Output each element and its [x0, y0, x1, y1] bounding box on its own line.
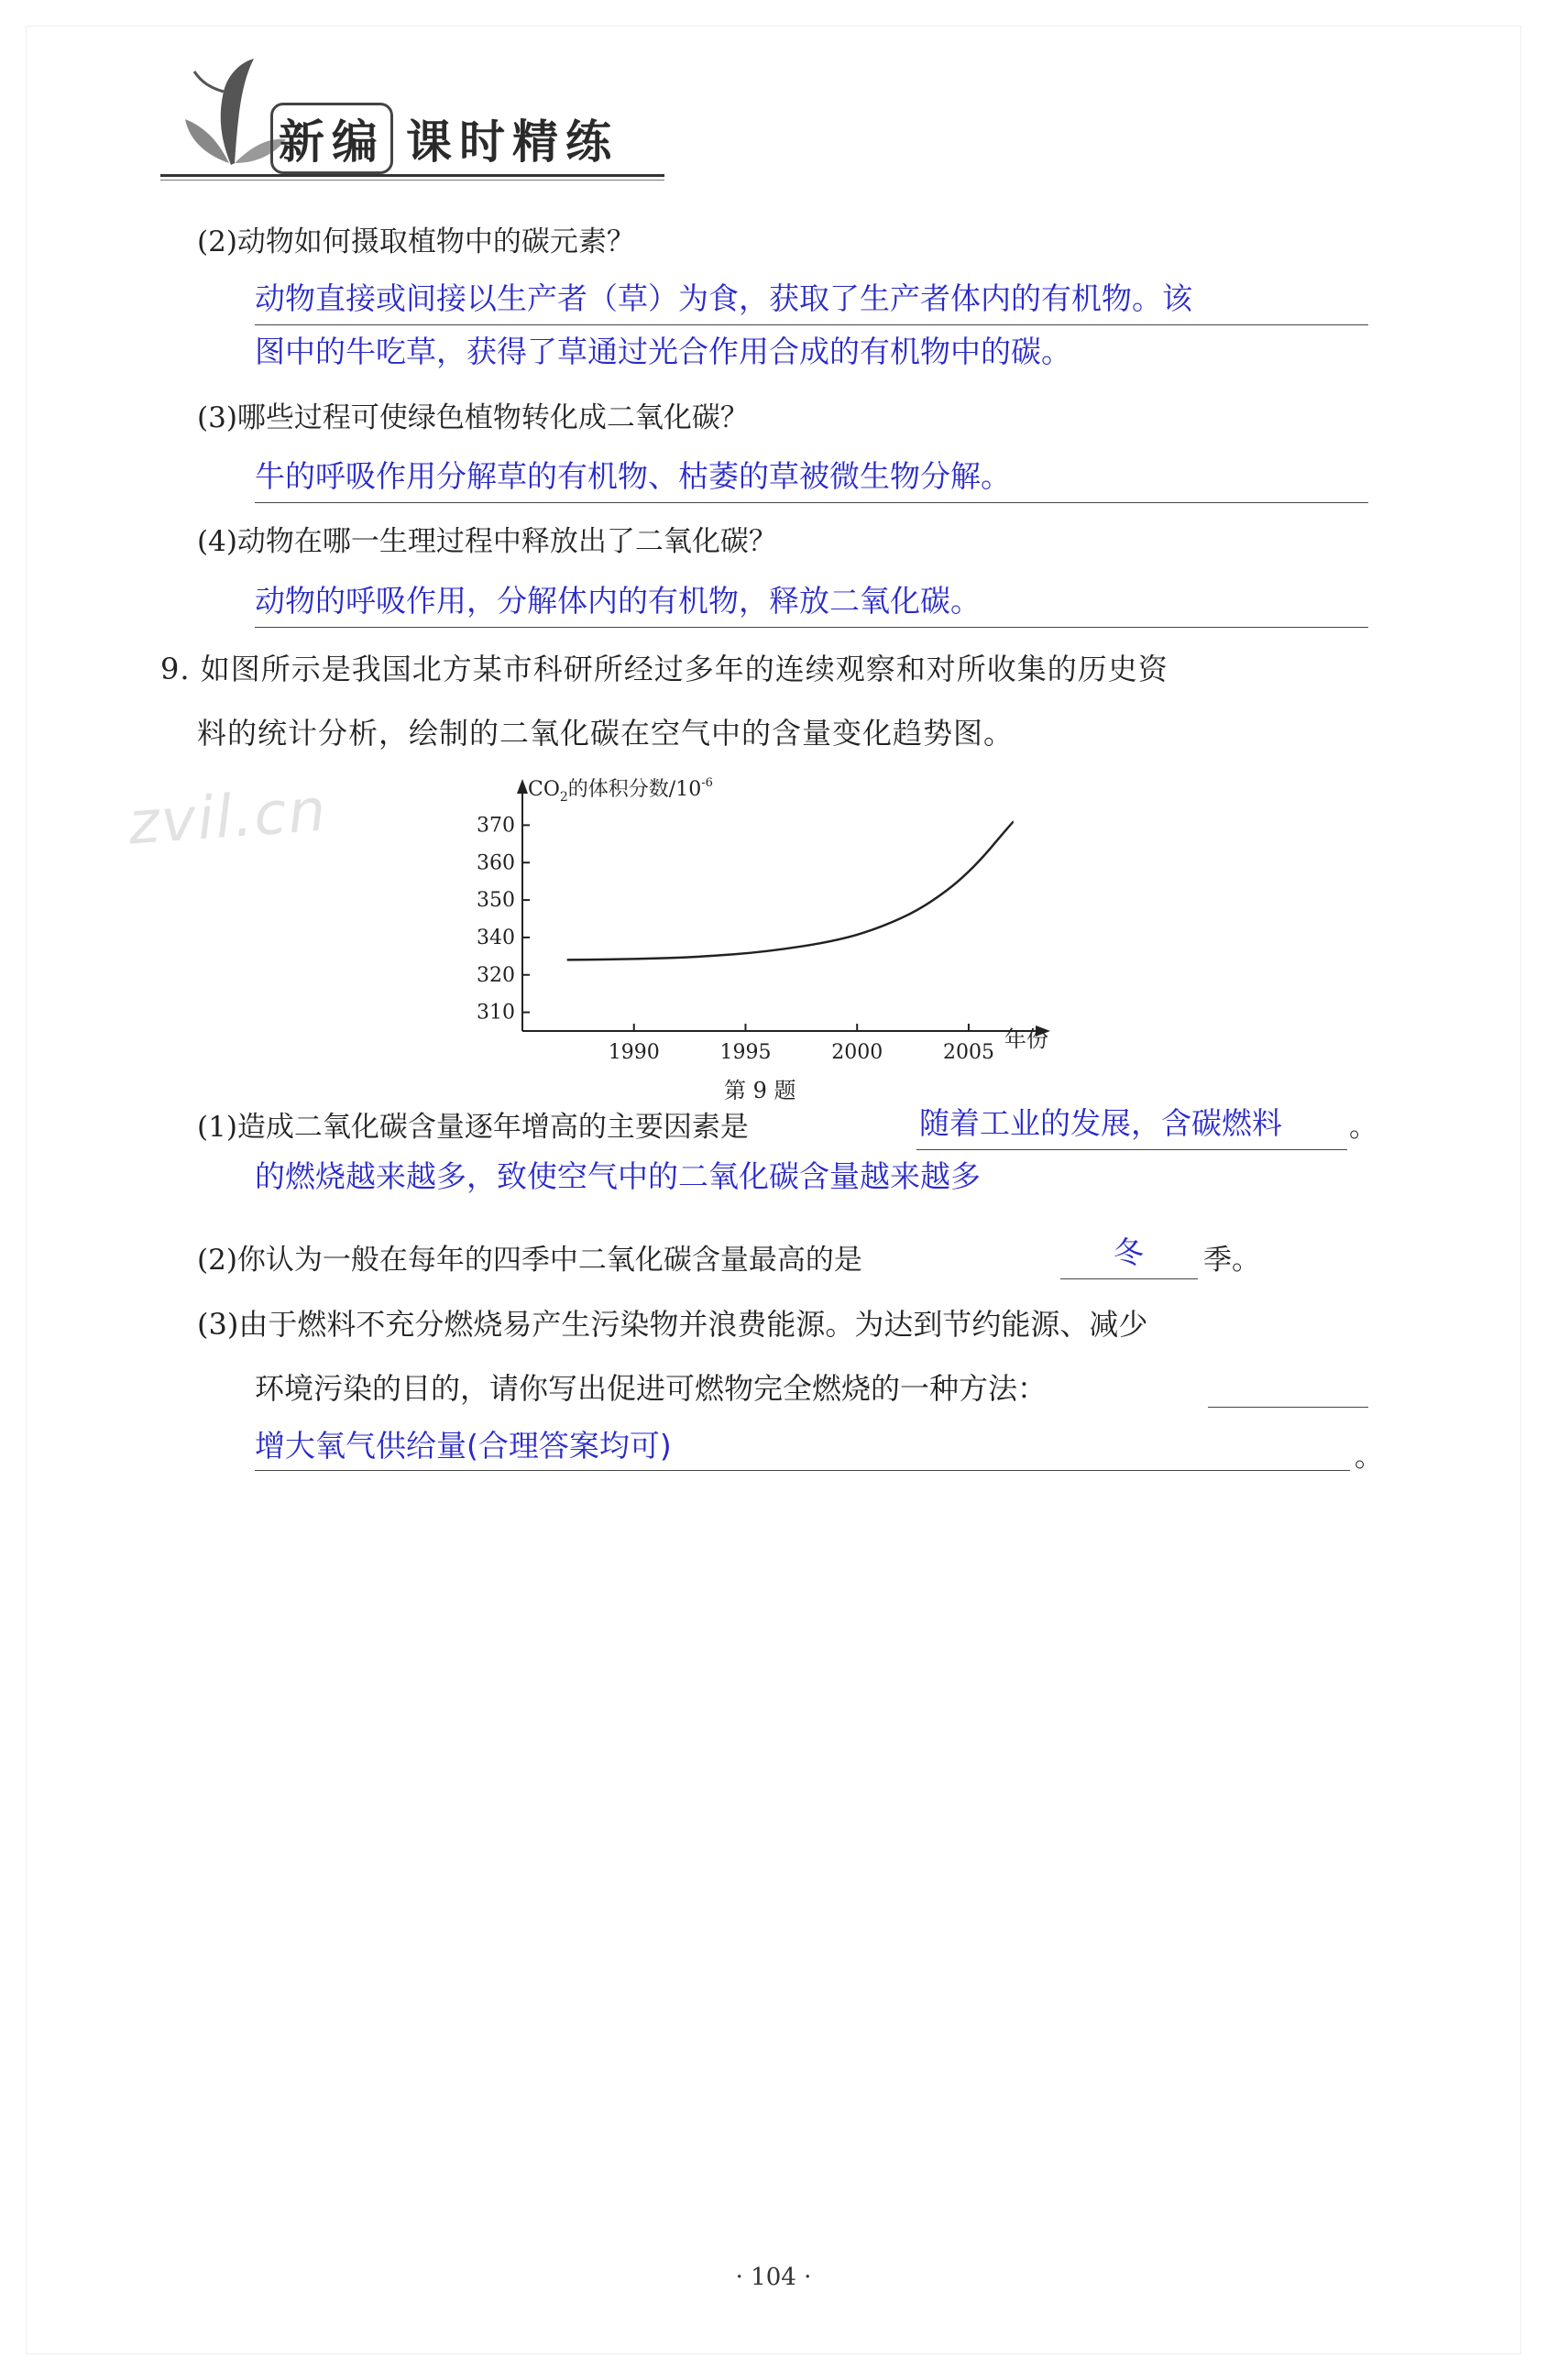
- header-rule: [160, 174, 664, 177]
- header-rule-thin: [160, 180, 664, 181]
- answer-underline: [255, 502, 1368, 503]
- answer-underline: [255, 627, 1368, 628]
- answer-underline: [916, 1149, 1347, 1150]
- y-axis-arrow: [517, 779, 528, 794]
- chart-caption: 第 9 题: [724, 1078, 796, 1103]
- answer-underline: [255, 324, 1368, 325]
- q9-1-answer-line2: 的燃烧越来越多，致使空气中的二氧化碳含量越来越多: [255, 1158, 981, 1194]
- book-title: [270, 103, 619, 174]
- series-label: 新编: [270, 103, 393, 174]
- x-axis-title: 年份: [1004, 1026, 1048, 1052]
- answer-underline: [1060, 1278, 1198, 1279]
- x-tick-label: 2000: [831, 1041, 883, 1064]
- q8-2-answer-line2: 图中的牛吃草，获得了草通过光合作用合成的有机物中的碳。: [255, 334, 1071, 369]
- y-tick-label: 360: [477, 851, 515, 875]
- book-subtitle: 课时精练: [406, 115, 619, 169]
- q9-2-suffix: 季。: [1203, 1244, 1260, 1277]
- y-axis-title-prefix: CO: [528, 778, 560, 801]
- q9-stem-line2: 料的统计分析，绘制的二氧化碳在空气中的含量变化趋势图。: [197, 716, 1015, 751]
- y-tick-label: 370: [477, 814, 515, 838]
- answer-underline: [1208, 1407, 1368, 1408]
- y-axis-title-suffix: 的体积分数/10: [567, 778, 702, 801]
- q8-4-question: (4)动物在哪一生理过程中释放出了二氧化碳？: [197, 525, 777, 558]
- q9-1-question: (1)造成二氧化碳含量逐年增高的主要因素是: [197, 1111, 749, 1144]
- q9-1-answer-line1: 随着工业的发展，含碳燃料: [919, 1105, 1282, 1141]
- q9-3-question-line2: 环境污染的目的，请你写出促进可燃物完全燃烧的一种方法：: [255, 1371, 1048, 1406]
- q8-3-question: (3)哪些过程可使绿色植物转化成二氧化碳？: [197, 401, 749, 434]
- q8-3-answer: 牛的呼吸作用分解草的有机物、枯萎的草被微生物分解。: [255, 458, 1011, 494]
- y-tick-label: 320: [477, 963, 515, 987]
- q8-2-question: (2)动物如何摄取植物中的碳元素？: [197, 225, 635, 258]
- q9-2-question: (2)你认为一般在每年的四季中二氧化碳含量最高的是: [197, 1244, 862, 1277]
- co2-series-line: [567, 821, 1014, 960]
- q9-3-answer: 增大氧气供给量(合理答案均可): [255, 1428, 672, 1464]
- y-axis-title: [528, 776, 713, 805]
- q8-4-answer: 动物的呼吸作用，分解体内的有机物，释放二氧化碳。: [255, 583, 981, 619]
- svg-text:CO2的体积分数/10-6: [528, 776, 713, 805]
- q9-3-question-line1: (3)由于燃料不充分燃烧易产生污染物并浪费能源。为达到节约能源、减少: [197, 1307, 1148, 1342]
- q9-1-end-mark: 。: [1349, 1111, 1377, 1144]
- q9-3-end-mark: 。: [1355, 1441, 1383, 1474]
- co2-chart: [467, 770, 1072, 1072]
- book-header: [156, 55, 669, 183]
- answer-underline: [255, 1470, 1350, 1471]
- q9-stem-line1: 9. 如图所示是我国北方某市科研所经过多年的连续观察和对所收集的历史资: [160, 652, 1168, 686]
- y-tick-label: 310: [477, 1001, 515, 1025]
- x-tick-label: 2005: [942, 1041, 994, 1064]
- y-tick-label: 350: [477, 889, 515, 913]
- y-axis-title-superscript: -6: [701, 776, 713, 790]
- x-tick-label: 1990: [608, 1041, 660, 1064]
- page-number: · 104 ·: [735, 2264, 812, 2291]
- q8-2-answer-line1: 动物直接或间接以生产者（草）为食，获取了生产者体内的有机物。该: [255, 280, 1192, 316]
- q9-2-answer: 冬: [1114, 1234, 1144, 1270]
- watermark: zvil.cn: [126, 776, 330, 859]
- y-tick-label: 340: [477, 926, 515, 949]
- x-tick-label: 1995: [719, 1041, 772, 1064]
- y-axis-title-subscript: 2: [559, 790, 568, 805]
